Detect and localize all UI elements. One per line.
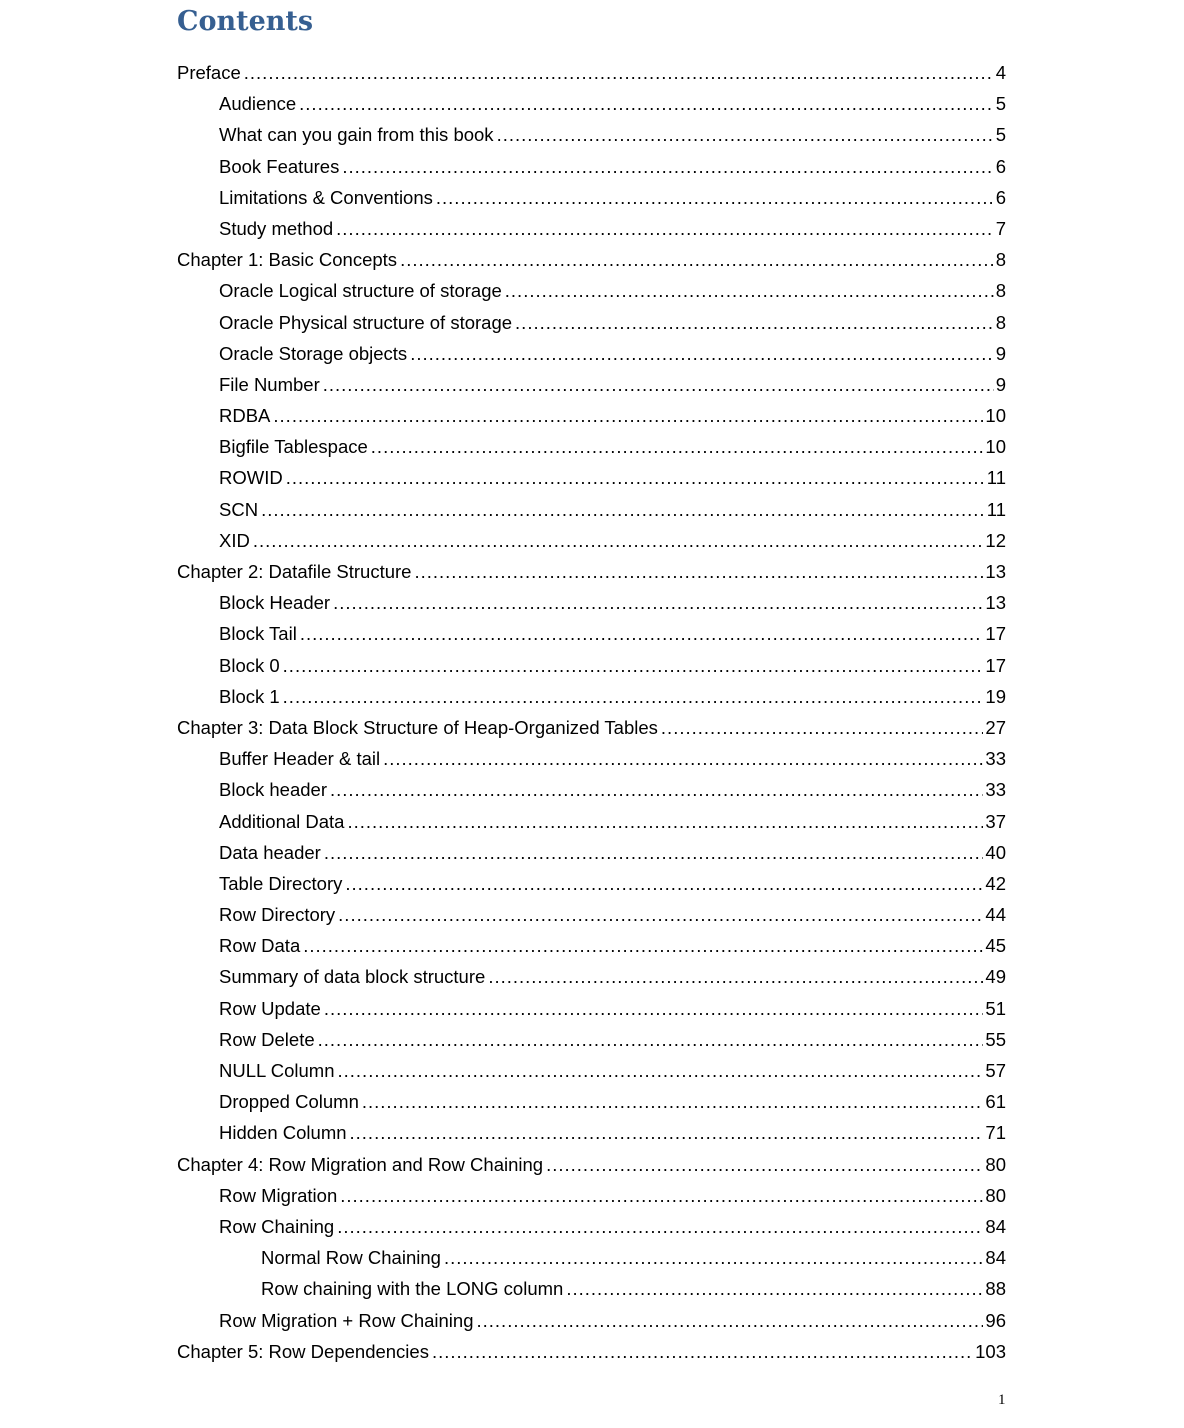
- toc-entry-label: SCN: [219, 498, 259, 520]
- leader-dots: [261, 494, 985, 525]
- toc-entry-label: Row Directory: [219, 904, 336, 926]
- leader-dots: [324, 837, 984, 868]
- toc-entry-label: File Number: [219, 373, 320, 395]
- toc-entry-label: Chapter 1: Basic Concepts: [177, 249, 398, 271]
- leader-dots: [345, 868, 983, 899]
- toc-entry-label: Row Migration: [219, 1184, 338, 1206]
- leader-dots: [273, 400, 983, 431]
- toc-entry[interactable]: [177, 961, 1006, 992]
- toc-entry-label: Study method: [219, 217, 334, 239]
- toc-entry[interactable]: [177, 275, 1006, 306]
- toc-entry-label: Row Chaining: [219, 1215, 335, 1237]
- leader-dots: [546, 1149, 983, 1180]
- toc-entry-page: 17: [985, 623, 1006, 645]
- toc-entry[interactable]: [177, 57, 1006, 88]
- leader-dots: [362, 1086, 984, 1117]
- leader-dots: [436, 182, 994, 213]
- leader-dots: [347, 806, 983, 837]
- toc-entry[interactable]: [177, 1180, 1006, 1211]
- leader-dots: [324, 993, 984, 1024]
- toc-entry[interactable]: [177, 1149, 1006, 1180]
- toc-entry-page: 33: [985, 779, 1006, 801]
- toc-entry-page: 57: [985, 1060, 1006, 1081]
- toc-entry-label: RDBA: [219, 405, 271, 427]
- leader-dots: [303, 930, 983, 961]
- leader-dots: [338, 899, 983, 930]
- toc-entry[interactable]: [177, 837, 1006, 868]
- toc-entry-label: Oracle Logical structure of storage: [219, 280, 502, 302]
- toc-entry[interactable]: [177, 400, 1006, 431]
- toc-entry-page: 9: [995, 373, 1006, 395]
- toc-entry-page: 19: [985, 685, 1006, 707]
- toc-entry-page: 42: [985, 872, 1006, 894]
- leader-dots: [371, 431, 984, 462]
- toc-entry[interactable]: [177, 774, 1006, 805]
- toc-entry[interactable]: [177, 899, 1006, 930]
- leader-dots: [566, 1273, 983, 1304]
- leader-dots: [505, 275, 994, 306]
- toc-entry[interactable]: [177, 806, 1006, 837]
- toc-entry-page: 103: [975, 1340, 1006, 1362]
- toc-entry[interactable]: [177, 525, 1006, 556]
- toc-entry[interactable]: [177, 930, 1006, 961]
- toc-entry-label: What can you gain from this book: [219, 124, 494, 146]
- toc-entry-page: 80: [985, 1184, 1006, 1206]
- toc-entry-page: 7: [995, 217, 1006, 239]
- toc-entry-page: 17: [985, 654, 1006, 676]
- toc-entry-label: Normal Row Chaining: [261, 1247, 441, 1269]
- toc-entry-page: 10: [985, 405, 1006, 427]
- toc-entry-label: Oracle Storage objects: [219, 342, 408, 364]
- toc-entry-label: Block Tail: [219, 623, 297, 645]
- leader-dots: [410, 338, 994, 369]
- leader-dots: [330, 774, 983, 805]
- toc-entry[interactable]: [177, 1336, 1006, 1367]
- toc-entry-page: 4: [995, 62, 1006, 83]
- page-title: Contents: [177, 6, 314, 37]
- toc-entry[interactable]: [177, 151, 1006, 182]
- leader-dots: [337, 1211, 983, 1242]
- toc-entry[interactable]: [177, 1086, 1006, 1117]
- toc-entry-page: 27: [985, 716, 1006, 738]
- toc-entry-page: 5: [995, 93, 1006, 115]
- leader-dots: [286, 462, 985, 493]
- toc-entry-label: Row Data: [219, 935, 301, 957]
- leader-dots: [300, 618, 984, 649]
- toc-entry[interactable]: [177, 650, 1006, 681]
- toc-entry[interactable]: [177, 244, 1006, 275]
- leader-dots: [244, 57, 994, 88]
- leader-dots: [383, 743, 983, 774]
- toc-entry[interactable]: [177, 743, 1006, 774]
- toc-entry-label: Audience: [219, 93, 297, 115]
- toc-entry-label: ROWID: [219, 467, 283, 489]
- leader-dots: [342, 151, 993, 182]
- toc-entry[interactable]: [177, 1305, 1006, 1336]
- toc-entry-page: 6: [995, 186, 1006, 208]
- toc-entry[interactable]: [177, 431, 1006, 462]
- toc-entry-page: 10: [985, 436, 1006, 458]
- toc-entry-label: Block 1: [219, 685, 280, 707]
- toc-entry-page: 45: [985, 935, 1006, 957]
- toc-entry-page: 37: [985, 810, 1006, 832]
- toc-entry-label: Chapter 4: Row Migration and Row Chaining: [177, 1153, 544, 1175]
- toc-entry-label: Block Header: [219, 592, 331, 614]
- toc-entry-label: Row Migration + Row Chaining: [219, 1309, 474, 1331]
- leader-dots: [318, 1024, 984, 1055]
- toc-entry[interactable]: [177, 88, 1006, 119]
- leader-dots: [488, 961, 983, 992]
- toc-entry-page: 6: [995, 155, 1006, 177]
- toc-entry-label: Bigfile Tablespace: [219, 436, 368, 458]
- leader-dots: [400, 244, 994, 275]
- toc-entry-page: 88: [985, 1278, 1006, 1300]
- toc-entry-page: 8: [995, 249, 1006, 271]
- toc-entry[interactable]: [177, 338, 1006, 369]
- toc-entry[interactable]: [177, 119, 1006, 150]
- leader-dots: [283, 681, 984, 712]
- toc-entry[interactable]: [177, 369, 1006, 400]
- toc-entry-label: Preface: [177, 62, 241, 83]
- toc-entry-page: 55: [985, 1028, 1006, 1050]
- toc-entry-label: Chapter 3: Data Block Structure of Heap-Organized Tables: [177, 716, 658, 738]
- toc-entry[interactable]: [177, 1242, 1006, 1273]
- toc-entry[interactable]: [177, 587, 1006, 618]
- leader-dots: [323, 369, 994, 400]
- toc-entry-label: Row chaining with the LONG column: [261, 1278, 564, 1300]
- toc-entry-label: Block header: [219, 779, 327, 801]
- toc-entry-page: 9: [995, 342, 1006, 364]
- toc-entry-page: 33: [985, 748, 1006, 770]
- toc-entry-label: NULL Column: [219, 1060, 335, 1081]
- toc-entry-page: 12: [985, 529, 1006, 551]
- leader-dots: [661, 712, 984, 743]
- toc-entry[interactable]: [177, 182, 1006, 213]
- toc-entry[interactable]: [177, 462, 1006, 493]
- page-number: 1: [998, 1392, 1006, 1408]
- toc-entry[interactable]: [177, 307, 1006, 338]
- leader-dots: [414, 556, 983, 587]
- toc-entry-label: Block 0: [219, 654, 280, 676]
- toc-entry-page: 96: [985, 1309, 1006, 1331]
- leader-dots: [432, 1336, 973, 1367]
- leader-dots: [253, 525, 984, 556]
- toc-entry[interactable]: [177, 494, 1006, 525]
- toc-entry-label: Limitations & Conventions: [219, 186, 433, 208]
- toc-entry-page: 80: [985, 1153, 1006, 1175]
- toc-entry-label: Buffer Header & tail: [219, 748, 381, 770]
- table-of-contents: [177, 57, 1006, 1367]
- toc-entry-page: 13: [985, 561, 1006, 582]
- toc-entry-page: 71: [985, 1122, 1006, 1144]
- toc-entry[interactable]: [177, 681, 1006, 712]
- toc-entry-label: Hidden Column: [219, 1122, 347, 1144]
- toc-entry[interactable]: [177, 712, 1006, 743]
- toc-entry-page: 51: [985, 997, 1006, 1019]
- toc-entry-page: 5: [995, 124, 1006, 146]
- toc-entry-label: Table Directory: [219, 872, 343, 894]
- toc-entry-page: 11: [986, 467, 1006, 489]
- leader-dots: [336, 213, 994, 244]
- toc-entry-page: 40: [985, 841, 1006, 863]
- toc-entry[interactable]: [177, 213, 1006, 244]
- toc-entry-label: Oracle Physical structure of storage: [219, 311, 513, 333]
- toc-entry-label: Dropped Column: [219, 1091, 359, 1113]
- toc-entry-label: Additional Data: [219, 810, 345, 832]
- toc-entry[interactable]: [177, 556, 1006, 587]
- toc-entry-page: 84: [985, 1215, 1006, 1237]
- toc-entry-label: Row Delete: [219, 1028, 315, 1050]
- toc-entry-page: 61: [985, 1091, 1006, 1113]
- toc-entry[interactable]: [177, 1024, 1006, 1055]
- leader-dots: [477, 1305, 984, 1336]
- toc-entry-label: Chapter 5: Row Dependencies: [177, 1340, 429, 1362]
- leader-dots: [338, 1055, 984, 1086]
- toc-entry-label: Data header: [219, 841, 321, 863]
- leader-dots: [515, 307, 994, 338]
- leader-dots: [283, 650, 984, 681]
- toc-entry-label: Chapter 2: Datafile Structure: [177, 561, 412, 582]
- leader-dots: [444, 1242, 983, 1273]
- leader-dots: [340, 1180, 983, 1211]
- toc-entry-page: 49: [985, 966, 1006, 988]
- toc-entry[interactable]: [177, 1117, 1006, 1148]
- leader-dots: [333, 587, 983, 618]
- toc-entry-label: Book Features: [219, 155, 340, 177]
- toc-entry-page: 8: [995, 311, 1006, 333]
- toc-entry-label: XID: [219, 529, 250, 551]
- toc-entry[interactable]: [177, 868, 1006, 899]
- toc-entry[interactable]: [177, 1055, 1006, 1086]
- leader-dots: [299, 88, 994, 119]
- toc-entry-page: 11: [986, 498, 1006, 520]
- toc-entry-page: 44: [985, 904, 1006, 926]
- toc-entry-label: Row Update: [219, 997, 321, 1019]
- toc-entry[interactable]: [177, 1211, 1006, 1242]
- toc-entry[interactable]: [177, 993, 1006, 1024]
- toc-entry-page: 8: [995, 280, 1006, 302]
- toc-entry-label: Summary of data block structure: [219, 966, 486, 988]
- leader-dots: [350, 1117, 984, 1148]
- leader-dots: [497, 119, 994, 150]
- toc-entry[interactable]: [177, 618, 1006, 649]
- toc-entry-page: 13: [985, 592, 1006, 614]
- toc-entry[interactable]: [177, 1273, 1006, 1304]
- toc-entry-page: 84: [985, 1247, 1006, 1269]
